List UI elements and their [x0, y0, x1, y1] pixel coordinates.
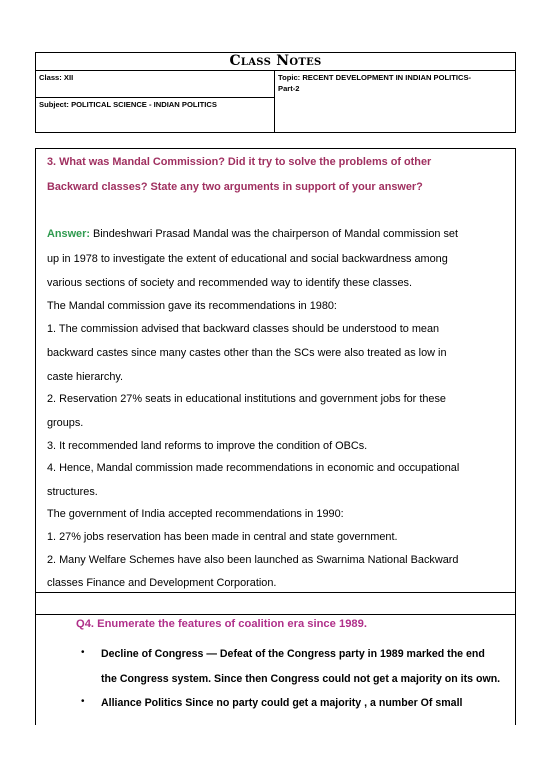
answer-line: groups.: [47, 417, 84, 429]
divider: [36, 70, 515, 71]
subject-label: Subject: POLITICAL SCIENCE - INDIAN POLITICS: [39, 100, 217, 109]
answer-line: The Mandal commission gave its recommendations in 1980:: [47, 300, 337, 312]
class-label: Class: XII: [39, 73, 74, 82]
answer-line: 3. It recommended land reforms to improve the condition of OBCs.: [47, 440, 368, 452]
answer-line: 1. The commission advised that backward classes should be understood to mean: [47, 323, 440, 335]
answer-line: 2. Reservation 27% seats in educational institutions and government jobs for these: [47, 393, 446, 405]
question-4-box: [35, 615, 516, 725]
topic-line-2: Part-2: [278, 84, 300, 93]
answer-line: The government of India accepted recommendations in 1990:: [47, 508, 344, 520]
answer-line: backward castes since many castes other than the SCs were also treated as low in: [47, 347, 447, 359]
question-3-line-1: 3. What was Mandal Commission? Did it try to solve the problems of other: [47, 156, 432, 168]
question-3-box: [35, 148, 516, 593]
answer-line: classes Finance and Development Corporation.: [47, 577, 277, 589]
spacer-row: [35, 593, 516, 615]
answer-line: 1. 27% jobs reservation has been made in central and state government.: [47, 531, 398, 543]
header-table: [35, 52, 516, 133]
answer-line-1: Answer: Bindeshwari Prasad Mandal was the chairperson of Mandal commission set: [47, 228, 459, 240]
answer-line: various sections of society and recommended way to identify these classes.: [47, 277, 413, 289]
divider: [36, 97, 274, 98]
bullet-1-line-2: the Congress system. Since then Congress could not get a majority on its own.: [101, 673, 501, 685]
question-3-line-2: Backward classes? State any two arguments in support of your answer?: [47, 181, 423, 193]
topic-line-1: Topic: RECENT DEVELOPMENT IN INDIAN POLITICS-: [278, 73, 472, 82]
bullet-2-line-1: Alliance Politics Since no party could get a majority , a number Of small: [101, 697, 463, 709]
answer-label: Answer:: [47, 228, 90, 240]
answer-line: structures.: [47, 486, 98, 498]
answer-line: 4. Hence, Mandal commission made recommendations in economic and occupational: [47, 462, 460, 474]
divider: [274, 70, 275, 133]
answer-line: up in 1978 to investigate the extent of educational and social backwardness among: [47, 253, 448, 265]
page-title: Class Notes: [229, 53, 322, 69]
bullet-icon: •: [81, 647, 85, 658]
answer-line: caste hierarchy.: [47, 371, 124, 383]
question-4-title: Q4. Enumerate the features of coalition era since 1989.: [76, 618, 367, 630]
bullet-1-line-1: Decline of Congress — Defeat of the Congress party in 1989 marked the end: [101, 648, 485, 660]
bullet-icon: •: [81, 696, 85, 707]
answer-line: 2. Many Welfare Schemes have also been launched as Swarnima National Backward: [47, 554, 459, 566]
